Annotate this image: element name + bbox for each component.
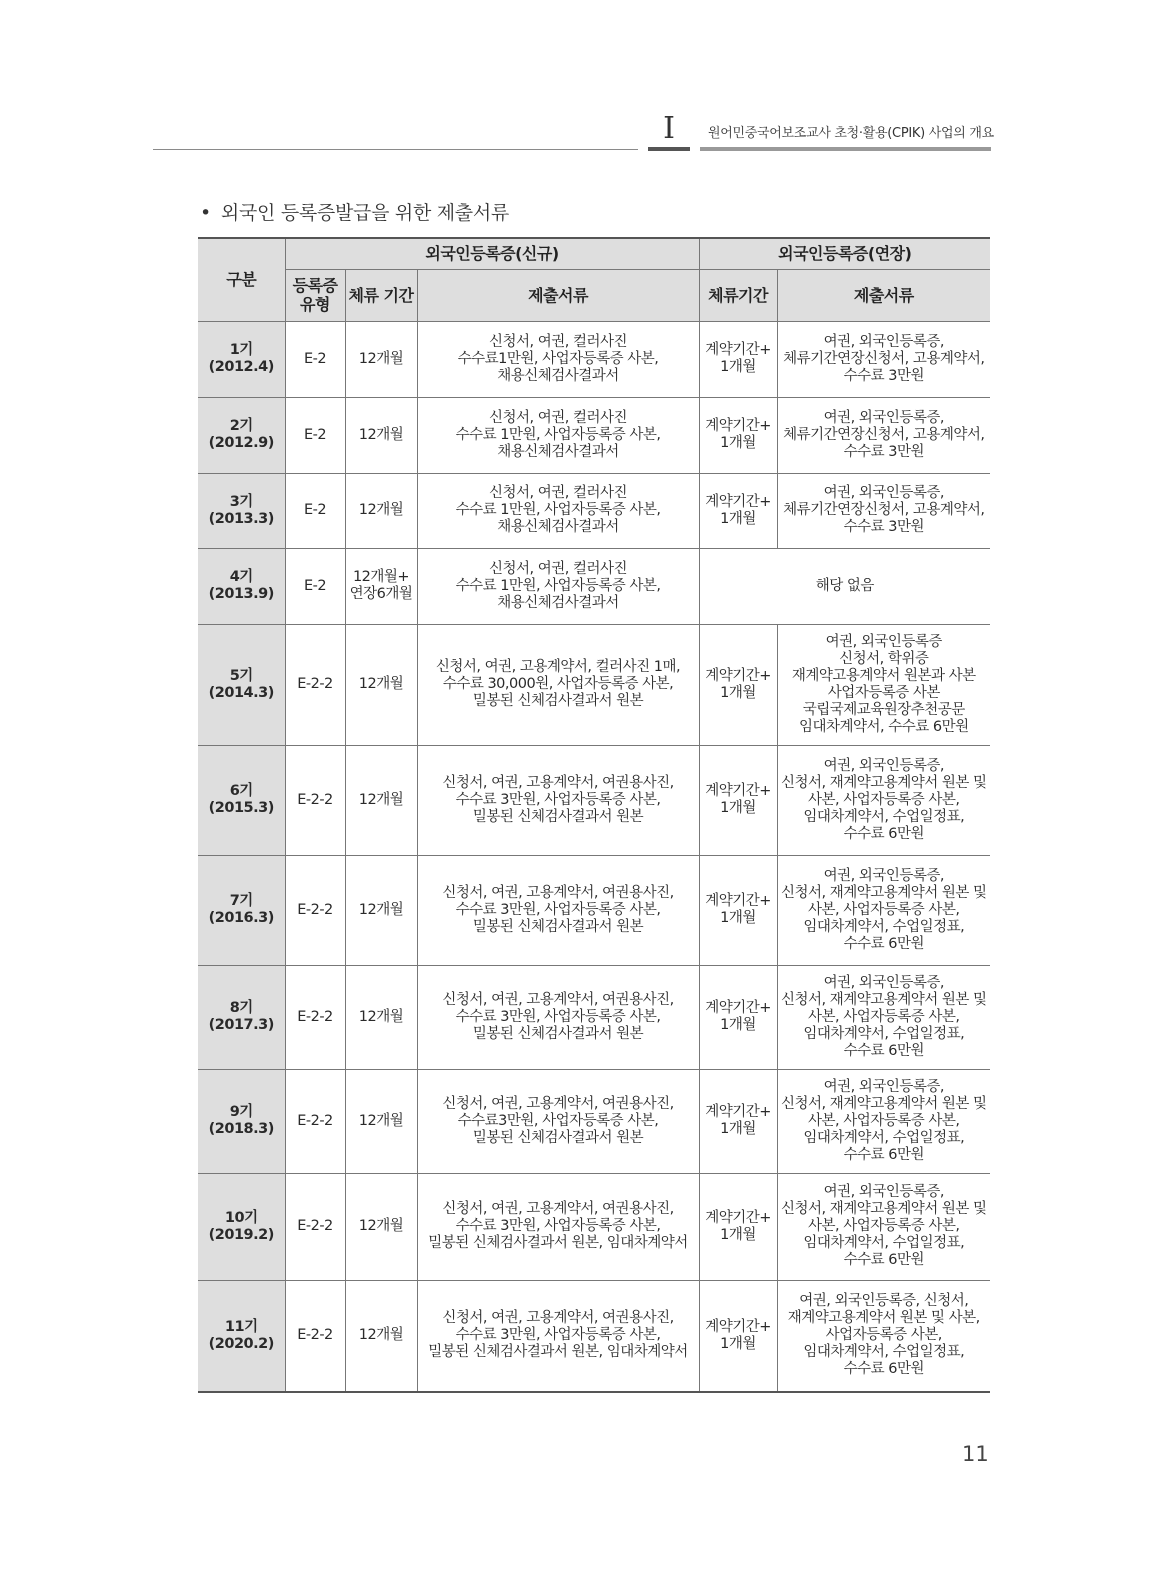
cell-generation: 9기 (2018.3) [198, 1069, 285, 1173]
table-row [198, 397, 990, 473]
header-rule-right [700, 147, 991, 151]
cell-generation: 1기 (2012.4) [198, 321, 285, 397]
cell-documents: 신청서, 여권, 고용계약서, 여권용사진, 수수료3만원, 사업자등록증 사본, 밀봉된 신체검사결과서 원본 [417, 1069, 699, 1173]
running-header-title: 원어민중국어보조교사 초청·활용(CPIK) 사업의 개요 [708, 126, 994, 141]
header-new-documents: 제출서류 [417, 269, 699, 321]
cell-stay-period: 12개월+ 연장6개월 [345, 548, 417, 624]
table-row [198, 855, 990, 965]
table-row [198, 1173, 990, 1280]
page-number: 11 [962, 1442, 989, 1466]
cell-generation: 8기 (2017.3) [198, 965, 285, 1069]
cell-extension-documents: 여권, 외국인등록증, 체류기간연장신청서, 고용계약서, 수수료 3만원 [777, 321, 990, 397]
cell-extension-period: 계약기간+ 1개월 [699, 965, 777, 1069]
cell-visa-type: E-2-2 [285, 624, 345, 745]
cell-visa-type: E-2-2 [285, 1280, 345, 1392]
table-row [198, 321, 990, 397]
cell-extension-period: 계약기간+ 1개월 [699, 473, 777, 548]
cell-visa-type: E-2-2 [285, 855, 345, 965]
cell-documents: 신청서, 여권, 컬러사진 수수료1만원, 사업자등록증 사본, 채용신체검사결과서 [417, 321, 699, 397]
table-header [198, 238, 990, 321]
cell-documents: 신청서, 여권, 고용계약서, 여권용사진, 수수료 3만원, 사업자등록증 사본, 밀봉된 신체검사결과서 원본 [417, 965, 699, 1069]
table-row [198, 1280, 990, 1392]
table-row [198, 1069, 990, 1173]
cell-documents: 신청서, 여권, 컬러사진 수수료 1만원, 사업자등록증 사본, 채용신체검사결과서 [417, 548, 699, 624]
cell-generation: 2기 (2012.9) [198, 397, 285, 473]
cell-extension-documents: 여권, 외국인등록증, 신청서, 재계약고용계약서 원본 및 사본, 사업자등록증 사본, 임대차계약서, 수업일정표, 수수료 6만원 [777, 1173, 990, 1280]
cell-visa-type: E-2-2 [285, 1069, 345, 1173]
cell-not-applicable: 해당 없음 [699, 548, 990, 624]
table-row [198, 624, 990, 745]
cell-visa-type: E-2 [285, 548, 345, 624]
cell-stay-period: 12개월 [345, 745, 417, 855]
cell-stay-period: 12개월 [345, 1173, 417, 1280]
cell-extension-documents: 여권, 외국인등록증, 신청서, 재계약고용계약서 원본 및 사본, 사업자등록증 사본, 임대차계약서, 수업일정표, 수수료 6만원 [777, 1280, 990, 1392]
cell-stay-period: 12개월 [345, 965, 417, 1069]
cell-extension-documents: 여권, 외국인등록증, 신청서, 재계약고용계약서 원본 및 사본, 사업자등록증 사본, 임대차계약서, 수업일정표, 수수료 6만원 [777, 1069, 990, 1173]
cell-generation: 7기 (2016.3) [198, 855, 285, 965]
cell-generation: 6기 (2015.3) [198, 745, 285, 855]
cell-documents: 신청서, 여권, 컬러사진 수수료 1만원, 사업자등록증 사본, 채용신체검사결과서 [417, 397, 699, 473]
header-new-registration: 외국인등록증(신규) [285, 238, 699, 269]
cell-documents: 신청서, 여권, 컬러사진 수수료 1만원, 사업자등록증 사본, 채용신체검사결과서 [417, 473, 699, 548]
cell-extension-period: 계약기간+ 1개월 [699, 321, 777, 397]
section-heading [200, 198, 509, 225]
chapter-numeral: I [663, 111, 675, 146]
cell-stay-period: 12개월 [345, 321, 417, 397]
cell-extension-documents: 여권, 외국인등록증, 체류기간연장신청서, 고용계약서, 수수료 3만원 [777, 473, 990, 548]
cell-extension-period: 계약기간+ 1개월 [699, 1173, 777, 1280]
cell-generation: 11기 (2020.2) [198, 1280, 285, 1392]
cell-stay-period: 12개월 [345, 855, 417, 965]
cell-documents: 신청서, 여권, 고용계약서, 여권용사진, 수수료 3만원, 사업자등록증 사본, 밀봉된 신체검사결과서 원본, 임대차계약서 [417, 1173, 699, 1280]
chapter-numeral-bar [648, 147, 690, 151]
section-heading-text: 외국인 등록증발급을 위한 제출서류 [220, 202, 509, 224]
cell-generation: 5기 (2014.3) [198, 624, 285, 745]
cell-extension-documents: 여권, 외국인등록증, 신청서, 재계약고용계약서 원본 및 사본, 사업자등록증 사본, 임대차계약서, 수업일정표, 수수료 6만원 [777, 965, 990, 1069]
cell-stay-period: 12개월 [345, 1069, 417, 1173]
table-row [198, 965, 990, 1069]
bullet-icon: • [200, 202, 211, 224]
cell-generation: 10기 (2019.2) [198, 1173, 285, 1280]
cell-extension-period: 계약기간+ 1개월 [699, 397, 777, 473]
cell-extension-period: 계약기간+ 1개월 [699, 1069, 777, 1173]
cell-generation: 4기 (2013.9) [198, 548, 285, 624]
header-category: 구분 [198, 238, 285, 321]
header-stay-period: 체류 기간 [345, 269, 417, 321]
cell-visa-type: E-2-2 [285, 965, 345, 1069]
cell-stay-period: 12개월 [345, 473, 417, 548]
cell-visa-type: E-2 [285, 473, 345, 548]
cell-stay-period: 12개월 [345, 1280, 417, 1392]
cell-extension-documents: 여권, 외국인등록증, 신청서, 재계약고용계약서 원본 및 사본, 사업자등록증 사본, 임대차계약서, 수업일정표, 수수료 6만원 [777, 745, 990, 855]
cell-visa-type: E-2-2 [285, 1173, 345, 1280]
cell-extension-documents: 여권, 외국인등록증, 신청서, 재계약고용계약서 원본 및 사본, 사업자등록증 사본, 임대차계약서, 수업일정표, 수수료 6만원 [777, 855, 990, 965]
cell-visa-type: E-2 [285, 321, 345, 397]
cell-stay-period: 12개월 [345, 624, 417, 745]
cell-extension-period: 계약기간+ 1개월 [699, 1280, 777, 1392]
cell-extension-period: 계약기간+ 1개월 [699, 855, 777, 965]
documents-table [198, 237, 990, 1393]
cell-documents: 신청서, 여권, 고용계약서, 여권용사진, 수수료 3만원, 사업자등록증 사본, 밀봉된 신체검사결과서 원본 [417, 855, 699, 965]
table-row [198, 473, 990, 548]
cell-extension-period: 계약기간+ 1개월 [699, 745, 777, 855]
cell-documents: 신청서, 여권, 고용계약서, 컬러사진 1매, 수수료 30,000원, 사업자등록증 사본, 밀봉된 신체검사결과서 원본 [417, 624, 699, 745]
cell-generation: 3기 (2013.3) [198, 473, 285, 548]
header-extension-period: 체류기간 [699, 269, 777, 321]
header-extension-documents: 제출서류 [777, 269, 990, 321]
cell-extension-documents: 여권, 외국인등록증, 체류기간연장신청서, 고용계약서, 수수료 3만원 [777, 397, 990, 473]
cell-extension-documents: 여권, 외국인등록증 신청서, 학위증 재계약고용계약서 원본과 사본 사업자등록증 사본 국립국제교육원장추천공문 임대차계약서, 수수료 6만원 [777, 624, 990, 745]
cell-documents: 신청서, 여권, 고용계약서, 여권용사진, 수수료 3만원, 사업자등록증 사본, 밀봉된 신체검사결과서 원본, 임대차계약서 [417, 1280, 699, 1392]
header-rule-left [153, 149, 638, 150]
table-body [198, 321, 990, 1392]
table-row [198, 745, 990, 855]
cell-extension-period: 계약기간+ 1개월 [699, 624, 777, 745]
cell-stay-period: 12개월 [345, 397, 417, 473]
cell-visa-type: E-2 [285, 397, 345, 473]
cell-documents: 신청서, 여권, 고용계약서, 여권용사진, 수수료 3만원, 사업자등록증 사본, 밀봉된 신체검사결과서 원본 [417, 745, 699, 855]
table-row [198, 548, 990, 624]
cell-visa-type: E-2-2 [285, 745, 345, 855]
header-extension: 외국인등록증(연장) [699, 238, 990, 269]
header-visa-type: 등록증 유형 [285, 269, 345, 321]
